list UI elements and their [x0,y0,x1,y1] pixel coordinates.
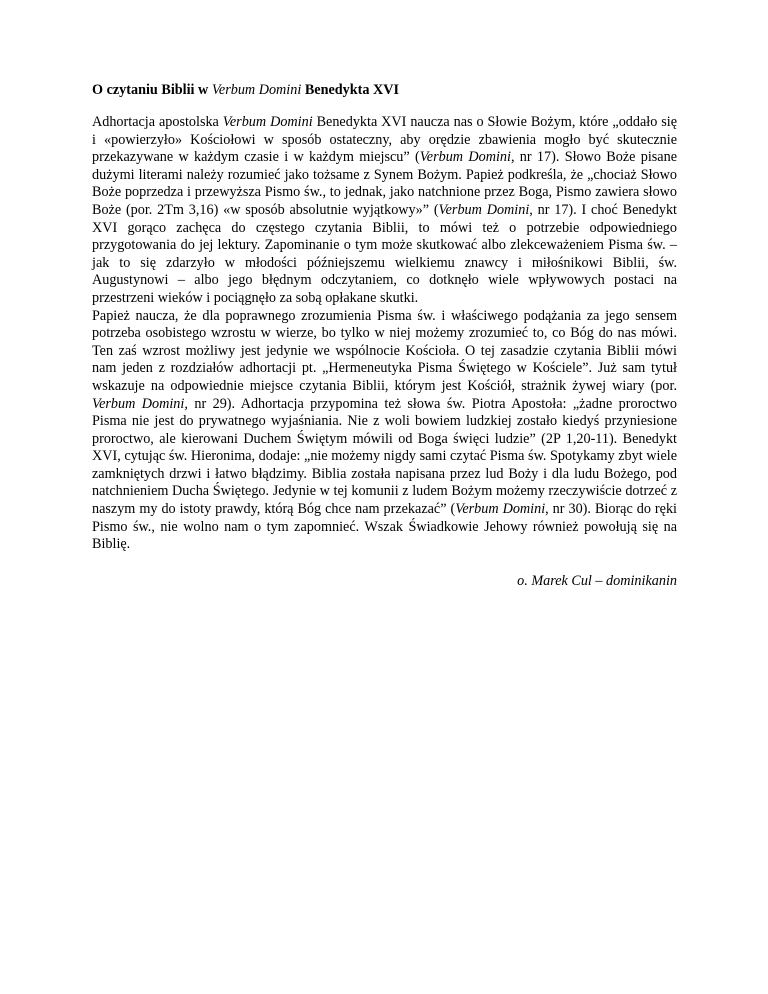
paragraph-2 [92,308,677,554]
p1-text-1: Adhortacja apostolska [92,114,223,130]
author-signature: o. Marek Cul – dominikanin [517,572,677,589]
p1-text-3: , nr 17). Słowo Boże pisane dużymi literami należy rozumieć jako tożsame z Synem Bożym. Papież podkreśla, że „chociaż Słowo Boże poprzedza i przewyższa Pismo św., to jednak, jako natchnione przez Boga, Pismo zawiera słowo Boże (por. 2Tm 3,16) «w sposób absolutnie wyjątkowy»” ( [92,149,677,218]
p2-text-2: nr 29). Adhortacja przypomina też słowa św. Piotra Apostoła: „żadne proroctwo Pisma nie jest do prywatnego wyjaśniania. Nie z woli bowiem ludzkiej zostało kiedyś przyniesione proroctwo, ale kierowani Duchem Świętym mówili od Boga święci ludzie” (2P 1,20-11). Benedykt XVI, cytując św. Hieronima, dodaje: „nie możemy nigdy sami czytać Pisma św. Spotykamy zbyt wiele zamkniętych drzwi i łatwo błądzimy. Biblia została napisana przez lud Boży i dla ludu Bożego, pod natchnieniem Ducha Świętego. Jedynie w tej komunii z ludem Bożym możemy rzeczywiście dotrzeć z naszym my do istoty prawdy, którą Bóg chce nam przekazać” ( [92,395,677,518]
p1-italic-2: Verbum Domini [419,149,511,166]
title-italic-verbum-domini: Verbum Domini [211,82,302,98]
p1-text-4: , nr 17). I choć Benedykt XVI gorąco zachęca do częstego czytania Biblii, to mówi też o potrzebie odpowiedniego przygotowania do jej lektury. Zapominanie o tym może skutkować albo zlekceważeniem Pisma św. – jak to się zdarzyło w młodości późniejszemu wielkiemu znawcy i miłośnikowi Biblii, św. Augustynowi – albo jego błędnym odczytaniem, co dotknęło wiele wpływowych postaci na przestrzeni wieków i pociągnęło za sobą opłakane skutki. [92,201,677,306]
p2-text-1: Papież naucza, że dla poprawnego zrozumienia Pisma św. i właściwego podążania za jego sensem potrzeba osobistego wzrostu w wierze, bo tylko w niej możemy zrozumieć to, co Bóg do nas mówi. Ten zaś wzrost możliwy jest jedynie we wspólnocie Kościoła. O tej zasadzie czytania Biblii mówi nam jeden z rozdziałów adhortacji pt. „Hermeneutyka Pisma Świętego w Kościele”. Już sam tytuł wskazuje na odpowiednie miejsce czytania Biblii, którym jest Kościół, strażnik żywej wiary (por. [92,307,677,394]
paragraph-1 [92,114,677,308]
p2-italic-2: Verbum Domini [455,501,546,518]
document-title [92,81,677,100]
p1-italic-3: Verbum Domini [438,201,530,218]
p1-text-2: Benedykta XVI naucza nas o Słowie Bożym, które „oddało się i «powierzyło» Kościołowi w sposób ostateczny, aby orędzie zbawienia mogło być skutecznie przekazywane w każdym czasie i w każdym miejscu” ( [92,114,677,166]
title-text-2: Benedykta XVI [301,82,400,98]
p1-italic-1: Verbum Domini [222,114,313,130]
document-page [92,81,677,590]
p2-italic-1: Verbum Domini, [92,395,188,412]
title-text-1: O czytaniu Biblii w [92,82,212,98]
p2-text-3: , nr 30). Biorąc do ręki Pismo św., nie wolno nam o tym zapomnieć. Wszak Świadkowie Jehowy również powołują się na Biblię. [92,501,677,553]
